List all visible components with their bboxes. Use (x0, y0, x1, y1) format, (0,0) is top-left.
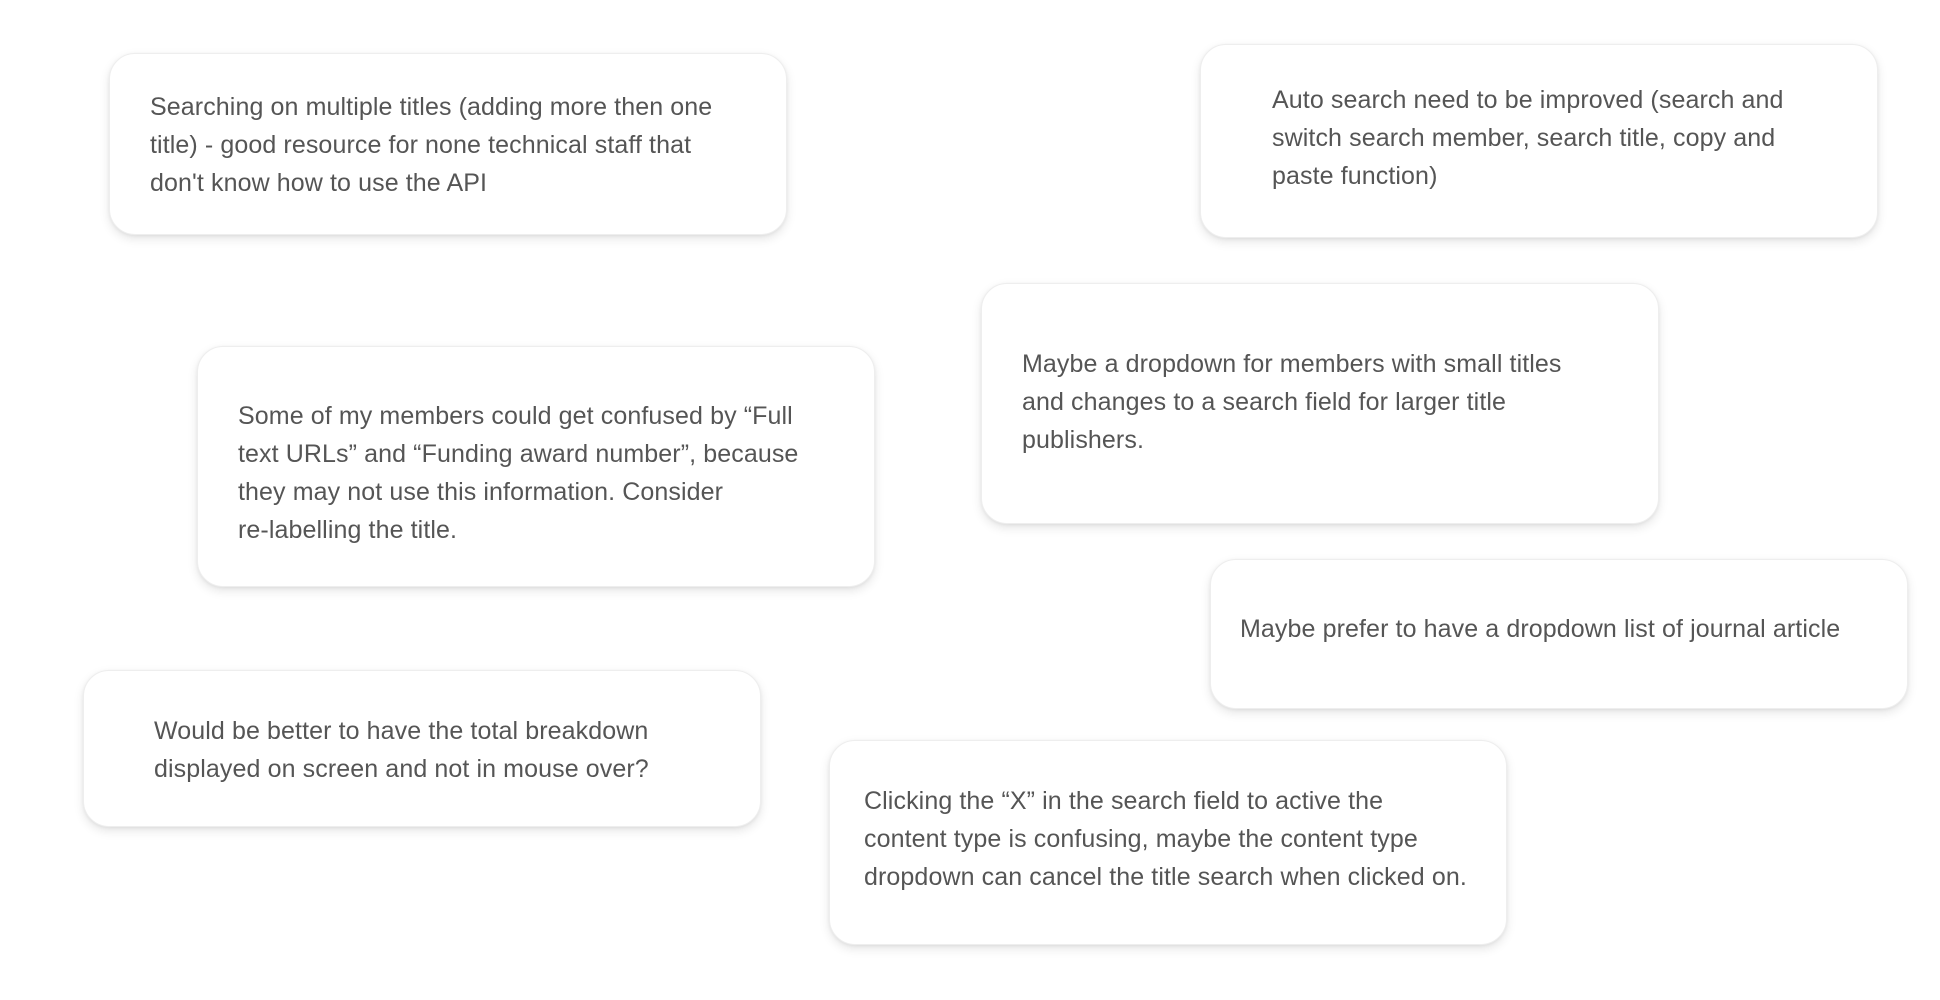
note-line: they may not use this information. Consider (238, 478, 724, 506)
note-line: and changes to a search field for larger title (1022, 388, 1507, 416)
feedback-note-journal-dropdown (1210, 559, 1908, 709)
feedback-note-text (238, 397, 834, 549)
feedback-note-text (154, 712, 720, 788)
feedback-note-text (150, 88, 746, 202)
note-line: publishers. (1022, 426, 1144, 454)
note-line: Maybe a dropdown for members with small titles (1022, 350, 1562, 378)
note-line: re-labelling the title. (238, 516, 458, 544)
note-line: Maybe prefer to have a dropdown list of journal article (1240, 615, 1841, 643)
feedback-note-confusing-labels (197, 346, 875, 587)
feedback-note-auto-search (1200, 44, 1878, 238)
feedback-note-clear-search (829, 740, 1507, 945)
note-line: title) - good resource for none technical staff that (150, 131, 692, 159)
note-line: don't know how to use the API (150, 169, 488, 197)
note-line: displayed on screen and not in mouse over? (154, 755, 649, 783)
note-line: paste function) (1272, 162, 1438, 190)
note-line: text URLs” and “Funding award number”, because (238, 440, 799, 468)
note-line: dropdown can cancel the title search when clicked on. (864, 863, 1467, 891)
note-line: switch search member, search title, copy and (1272, 124, 1776, 152)
feedback-note-multiple-titles (109, 53, 787, 235)
feedback-note-text (864, 782, 1501, 896)
note-line: Would be better to have the total breakdown (154, 717, 649, 745)
feedback-note-text (1022, 345, 1618, 459)
note-line: Clicking the “X” in the search field to active the (864, 787, 1384, 815)
note-line: Auto search need to be improved (search and (1272, 86, 1784, 114)
feedback-note-text (1240, 610, 1887, 648)
note-line: content type is confusing, maybe the content type (864, 825, 1418, 853)
feedback-note-text (1272, 81, 1837, 195)
note-line: Some of my members could get confused by “Full (238, 402, 793, 430)
note-line: Searching on multiple titles (adding more then one (150, 93, 713, 121)
feedback-note-dropdown-members (981, 283, 1659, 524)
feedback-note-total-breakdown (83, 670, 761, 827)
